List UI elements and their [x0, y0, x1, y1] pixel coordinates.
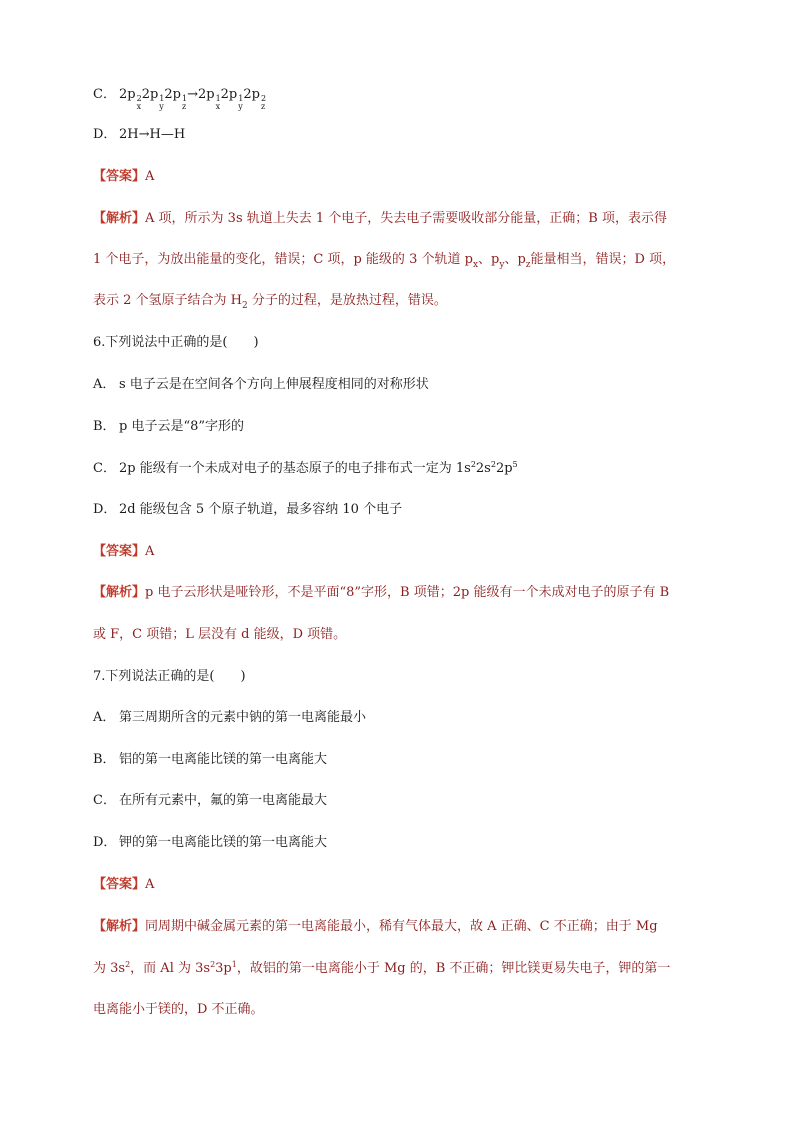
- q6-option-a: A． s 电子云是在空间各个方向上伸展程度相同的对称形状: [93, 377, 429, 392]
- q5-option-c: [93, 86, 714, 111]
- q5-analysis-line2: 1 个电子，为放出能量的变化，错误；C 项，p 能级的 3 个轨道 $p_x$、$p_y$、$p_z$能量相当，错误；D 项，: [93, 252, 676, 270]
- q5-analysis-line1: 【解析】A 项，所示为 3s 轨道上失去 1 个电子，失去电子需要吸收部分能量，正确；B 项，表示得: [93, 211, 667, 226]
- q6-answer: 【答案】A: [93, 544, 155, 559]
- q7-answer: 【答案】A: [93, 877, 155, 892]
- orbital-expression: 2p 2 x 2p 1 y 2p 1 z →2p 1 x 2p 1 y 2p 2 z: [119, 87, 267, 111]
- q6-analysis-line2: 或 F，C 项错；L 层没有 d 能级，D 项错。: [93, 627, 347, 642]
- q7-analysis-line2: 为 $3s^2$，而 Al 为 $3s^23p^1$，故铝的第一电离能小于 Mg 的，B 不正确；钾比镁更易失电子，钾的第一: [93, 960, 671, 976]
- q5-answer: 【答案】A: [93, 169, 155, 184]
- arrow-symbol: →: [187, 87, 198, 102]
- q6-option-b: B． p 电子云是“8”字形的: [93, 419, 245, 434]
- q6-option-d: D． 2d 能级包含 5 个原子轨道，最多容纳 10 个电子: [93, 502, 403, 517]
- option-label: C．: [93, 87, 116, 102]
- q6-option-c: C． 2p 能级有一个未成对电子的基态原子的电子排布式一定为 $1s^22s^22p^5$: [93, 460, 518, 476]
- q7-option-d: D． 钾的第一电离能比镁的第一电离能大: [93, 835, 328, 850]
- q6-stem: 6.下列说法中正确的是( ): [93, 335, 259, 350]
- q7-analysis-line3: 电离能小于镁的，D 不正确。: [93, 1002, 264, 1017]
- q7-option-c: C． 在所有元素中，氟的第一电离能最大: [93, 793, 328, 808]
- q6-analysis-line1: 【解析】p 电子云形状是哑铃形，不是平面“8”字形，B 项错；2p 能级有一个未成对电子的原子有 B: [93, 585, 670, 600]
- q7-option-b: B． 铝的第一电离能比镁的第一电离能大: [93, 752, 328, 767]
- q5-analysis-line3: 表示 2 个氢原子结合为 $H_2$ 分子的过程，是放热过程，错误。: [93, 293, 447, 311]
- q7-stem: 7.下列说法正确的是( ): [93, 669, 246, 684]
- q5-option-d: D． 2H→H—H: [93, 127, 186, 142]
- q7-option-a: A． 第三周期所含的元素中钠的第一电离能最小: [93, 710, 367, 725]
- q7-analysis-line1: 【解析】同周期中碱金属元素的第一电离能最小，稀有气体最大，故 A 正确、C 不正确；由于 Mg: [93, 919, 658, 934]
